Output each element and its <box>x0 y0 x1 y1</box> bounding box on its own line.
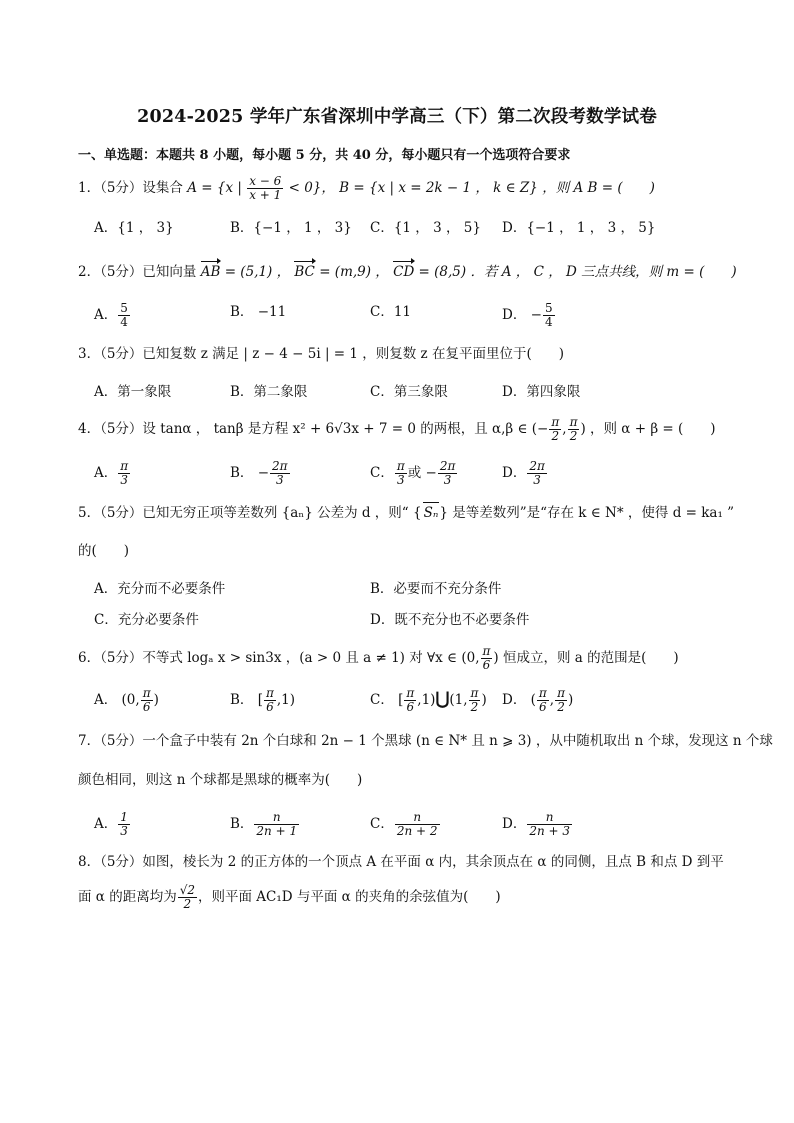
q5-option-b[interactable]: B．必要而不充分条件 <box>370 581 502 597</box>
q1-option-c[interactable]: C．{1 ， 3 ， 5} <box>370 220 481 236</box>
vector-cd: CD <box>393 264 415 280</box>
q4-option-c[interactable]: C． $\frac{\pi}{3}$ 或 − $\frac{2\pi}{3}$ <box>370 459 456 487</box>
question-5-stem: 5．（5分）已知无穷正项等差数列 {aₙ} 公差为 d ，则“ { Sₙ} 是等差数列”是“存在 k ∈ N* ，使得 d = ka₁ ” <box>78 502 734 523</box>
question-4-stem: 4．（5分）设 tanα ， tanβ 是方程 x² + 6√3x + 7 = 0 的两根，且 α,β ∈ (− $\frac{\pi}{2}$ , $\frac{\pi}{2}$ ) ，则 α + β = ( ) <box>78 415 716 443</box>
q7-option-b[interactable]: B． $\frac{n}{2n + 1}$ <box>230 810 298 838</box>
question-2-stem: 2．（5分）已知向量 AB = (5,1) ， BC = (m,9) ， CD = (8,5) ．若 A ， C ， D 三点共线，则 m = ( ) <box>78 264 737 280</box>
q5-option-c[interactable]: C．充分必要条件 <box>94 612 199 628</box>
q4-option-b[interactable]: B． − $\frac{2\pi}{3}$ <box>230 459 288 487</box>
q2-option-b[interactable]: B． −11 <box>230 304 287 320</box>
q3-option-b[interactable]: B．第二象限 <box>230 384 308 400</box>
q4-option-d[interactable]: D． $\frac{2\pi}{3}$ <box>502 459 545 487</box>
q1-option-a[interactable]: A．{1 ， 3} <box>94 220 174 236</box>
page-title: 2024-2025 学年广东省深圳中学高三（下）第二次段考数学试卷 <box>137 107 657 127</box>
q4-option-a[interactable]: A． $\frac{\pi}{3}$ <box>94 459 129 487</box>
q7-option-c[interactable]: C． $\frac{n}{2n + 2}$ <box>370 810 438 838</box>
q2-option-d[interactable]: D． − $\frac{5}{4}$ <box>502 301 553 329</box>
section-heading: 一、单选题：本题共 8 小题，每小题 5 分，共 40 分，每小题只有一个选项符合要求 <box>78 148 571 163</box>
question-8-stem-cont: 面 α 的距离均为 $\frac{√2}{2}$ ，则平面 AC₁D 与平面 α 的夹角的余弦值为( ) <box>78 883 501 911</box>
q6-option-d[interactable]: D． ( $\frac{\pi}{6}$ , $\frac{\pi}{2}$ ) <box>502 686 574 714</box>
q3-option-a[interactable]: A．第一象限 <box>94 384 172 400</box>
vector-bc: BC <box>294 264 315 280</box>
vector-ab: AB <box>200 264 221 280</box>
q1-option-d[interactable]: D．{−1 ， 1 ， 3 ， 5} <box>502 220 656 236</box>
question-7-stem: 7．（5分）一个盒子中装有 2n 个白球和 2n − 1 个黑球 (n ∈ N* 且 n ⩾ 3) ，从中随机取出 n 个球，发现这 n 个球 <box>78 733 773 749</box>
question-3-stem: 3．（5分）已知复数 z 满足 | z − 4 − 5i | = 1 ，则复数 z 在复平面里位于( ) <box>78 346 564 362</box>
question-8-stem: 8．（5分）如图，棱长为 2 的正方体的一个顶点 A 在平面 α 内，其余顶点在 α 的同侧，且点 B 和点 D 到平 <box>78 854 724 870</box>
q6-option-c[interactable]: C． [ $\frac{\pi}{6}$ ,1)⋃(1, $\frac{\pi}{2}$ ) <box>370 686 487 714</box>
q3-option-d[interactable]: D．第四象限 <box>502 384 581 400</box>
q1-option-b[interactable]: B．{−1 ， 1 ， 3} <box>230 220 352 236</box>
question-5-stem-cont: 的( ) <box>78 543 130 559</box>
sqrt-sn: Sₙ <box>423 502 440 523</box>
q5-option-d[interactable]: D．既不充分也不必要条件 <box>370 612 530 628</box>
question-7-stem-cont: 颜色相同，则这 n 个球都是黑球的概率为( ) <box>78 772 363 788</box>
q6-option-a[interactable]: A． (0, $\frac{\pi}{6}$ ) <box>94 686 159 714</box>
question-6-stem: 6．（5分）不等式 logₐ x > sin3x ，(a > 0 且 a ≠ 1) 对 ∀x ∈ (0, $\frac{\pi}{6}$ ) 恒成立，则 a 的范围是( ) <box>78 644 679 672</box>
q7-option-d[interactable]: D． $\frac{n}{2n + 3}$ <box>502 810 571 838</box>
question-1-stem: 1．（5分）设集合 A = {x | $\frac{x - 6}{x + 1}$ < 0}， B = {x | x = 2k − 1 ， k ∈ Z} ，则 A B = ( ) <box>78 174 655 202</box>
q5-option-a[interactable]: A．充分而不必要条件 <box>94 581 226 597</box>
q6-option-b[interactable]: B． [ $\frac{\pi}{6}$ ,1) <box>230 686 296 714</box>
q2-option-c[interactable]: C．11 <box>370 304 412 320</box>
q2-option-a[interactable]: A． $\frac{5}{4}$ <box>94 301 128 329</box>
q7-option-a[interactable]: A． $\frac{1}{3}$ <box>94 810 128 838</box>
fraction: $\frac{x - 6}{x + 1}$ <box>249 174 282 202</box>
q3-option-c[interactable]: C．第三象限 <box>370 384 448 400</box>
